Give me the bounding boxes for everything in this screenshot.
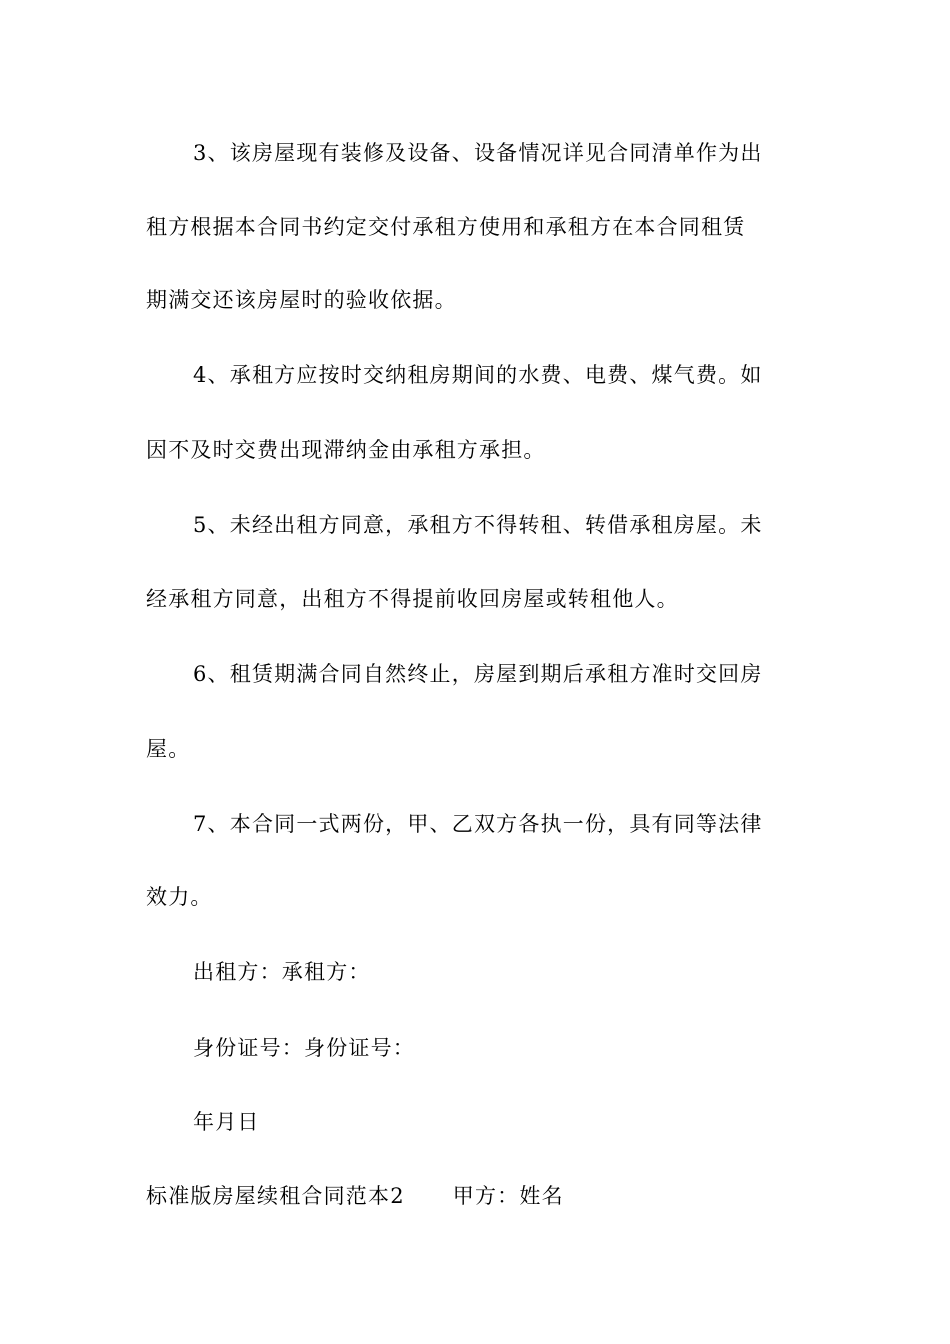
clause-4-line-2: 因不及时交费出现滞纳金由承租方承担。 — [146, 438, 546, 462]
clause-3-line-2: 租方根据本合同书约定交付承租方使用和承租方在本合同租赁 — [146, 215, 746, 239]
party-a-name: 甲方：姓名 — [452, 1184, 564, 1208]
clause-5-line-2: 经承租方同意，出租方不得提前收回房屋或转租他人。 — [146, 587, 679, 611]
clause-6-line-2: 屋。 — [146, 737, 191, 761]
clause-7-line-2: 效力。 — [146, 885, 213, 909]
next-contract-title: 标准版房屋续租合同范本2 — [146, 1184, 405, 1208]
signature-parties: 出租方：承租方： — [193, 960, 371, 984]
clause-3-line-3: 期满交还该房屋时的验收依据。 — [146, 288, 457, 312]
clause-3-line-1: 3、该房屋现有装修及设备、设备情况详见合同清单作为出 — [193, 141, 763, 165]
clause-6-line-1: 6、租赁期满合同自然终止，房屋到期后承租方准时交回房 — [193, 662, 763, 686]
next-contract-heading-row — [146, 1181, 806, 1211]
clause-4-line-1: 4、承租方应按时交纳租房期间的水费、电费、煤气费。如 — [193, 363, 763, 387]
signature-date: 年月日 — [193, 1110, 260, 1134]
clause-7-line-1: 7、本合同一式两份，甲、乙双方各执一份，具有同等法律 — [193, 812, 763, 836]
signature-id-numbers: 身份证号：身份证号： — [193, 1036, 415, 1060]
clause-5-line-1: 5、未经出租方同意，承租方不得转租、转借承租房屋。未 — [193, 513, 763, 537]
